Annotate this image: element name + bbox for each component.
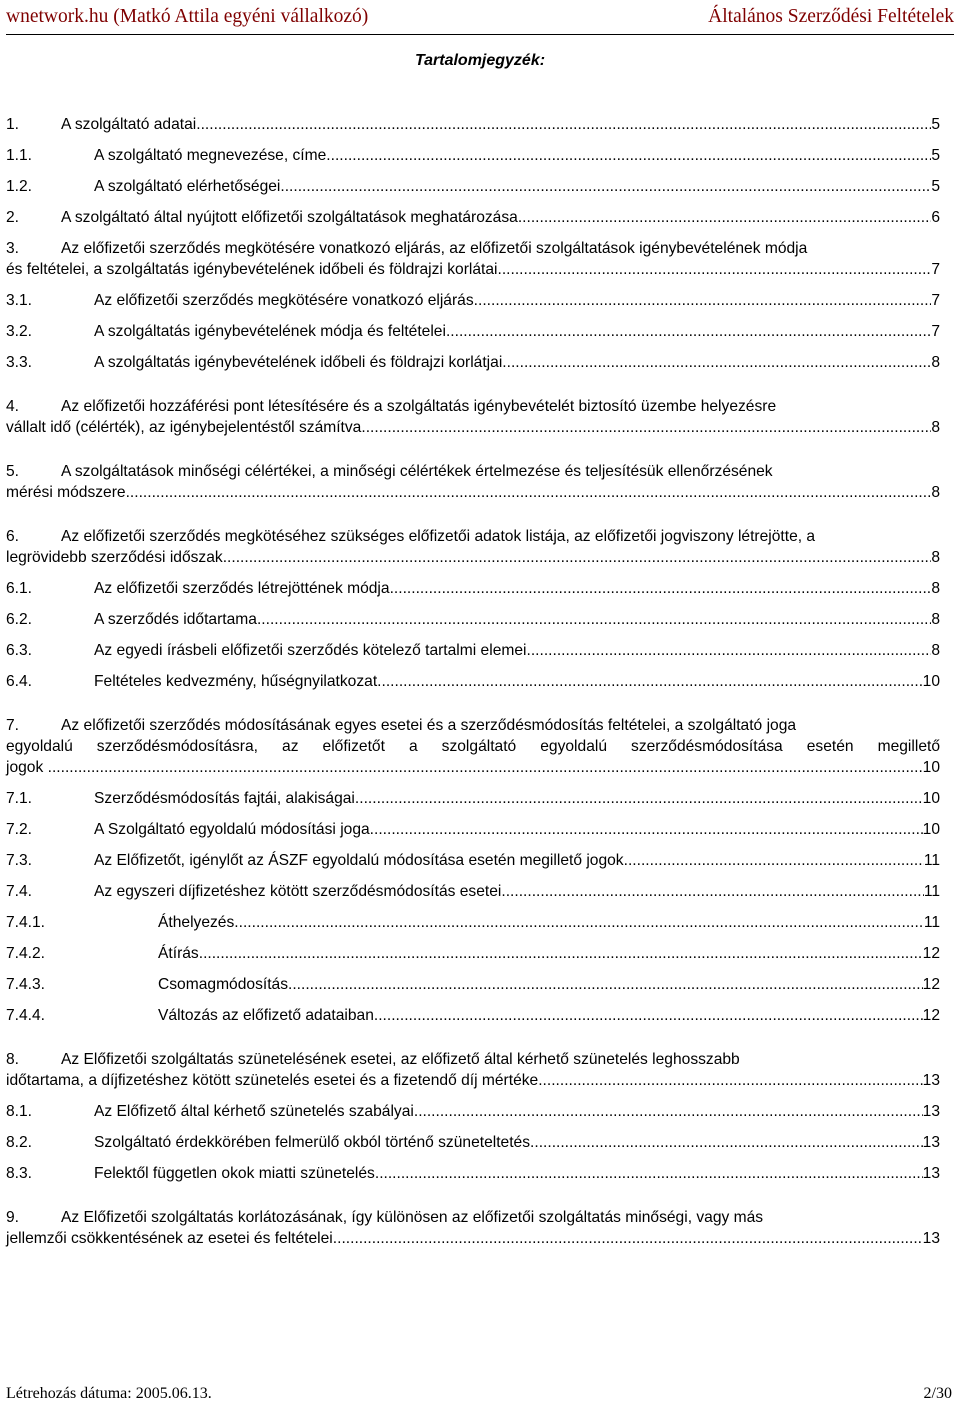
toc-entry-6-1[interactable]: 6.1. Az előfizetői szerződés létrejöttének módja. ..... 8 (6, 578, 940, 599)
toc-entry-7-3[interactable]: 7.3. Az Előfizetőt, igénylőt az ÁSZF egyoldalú módosítása esetén megillető jogok. ..... 11 (6, 850, 940, 871)
toc-entry-3-3[interactable]: 3.3. A szolgáltatás igénybevételének időbeli és földrajzi korlátjai. ..... 8 (6, 352, 940, 373)
toc-entry-6[interactable]: 6. Az előfizetői szerződés megkötéséhez szükséges előfizetői adatok listája, az előfizetői jogviszony létrejötte, a legrövidebb szerződési időszak. ..... 8 (6, 526, 940, 568)
toc-entry-7-2[interactable]: 7.2. A Szolgáltató egyoldalú módosítási joga. ..... 10 (6, 819, 940, 840)
toc-entry-1[interactable]: 1. A szolgáltató adatai. ..... 5 (6, 114, 940, 135)
toc-entry-7-4-2[interactable]: 7.4.2. Átírás. ..... 12 (6, 943, 940, 964)
toc-entry-7-4[interactable]: 7.4. Az egyszeri díjfizetéshez kötött szerződésmódosítás esetei. ..... 11 (6, 881, 940, 902)
header-company: wnetwork.hu (Matkó Attila egyéni vállalkozó) (6, 6, 369, 27)
page-header (6, 4, 954, 35)
toc-entry-2[interactable]: 2. A szolgáltató által nyújtott előfizetői szolgáltatások meghatározása. ..... 6 (6, 207, 940, 228)
toc-entry-3-1[interactable]: 3.1. Az előfizetői szerződés megkötésére vonatkozó eljárás. ..... 7 (6, 290, 940, 311)
toc-entry-6-3[interactable]: 6.3. Az egyedi írásbeli előfizetői szerződés kötelező tartalmi elemei. ..... 8 (6, 640, 940, 661)
toc-entry-7-4-3[interactable]: 7.4.3. Csomagmódosítás. ..... 12 (6, 974, 940, 995)
header-doc-title: Általános Szerződési Feltételek (708, 6, 954, 27)
toc-entry-5[interactable]: 5. A szolgáltatások minőségi célértékei, a minőségi célértékek értelmezése és teljesítésük ellenőrzésének mérési módszere. ..... 8 (6, 461, 940, 503)
toc-entry-8-2[interactable]: 8.2. Szolgáltató érdekkörében felmerülő okból történő szüneteltetés. ..... 13 (6, 1132, 940, 1153)
toc-entry-7[interactable]: 7. Az előfizetői szerződés módosításának egyes esetei és a szerződésmódosítás feltételei, a szolgáltató joga egyoldalú szerződésmódosításra, az előfizetőt a szolgáltató egyoldalú szerződésmódosítása esetén megillető jogok . ..... 10 (6, 715, 940, 778)
toc-entry-3-2[interactable]: 3.2. A szolgáltatás igénybevételének módja és feltételei. ..... 7 (6, 321, 940, 342)
toc-entry-1-1[interactable]: 1.1. A szolgáltató megnevezése, címe. ..... 5 (6, 145, 940, 166)
toc-entry-3[interactable]: 3. Az előfizetői szerződés megkötésére vonatkozó eljárás, az előfizetői szolgáltatások igénybevételének módja és feltételei, a szolgáltatás igénybevételének időbeli és földrajzi korlátai. ..... 7 (6, 238, 940, 280)
creation-date: Létrehozás dátuma: 2005.06.13. (6, 1385, 212, 1402)
toc-entry-6-2[interactable]: 6.2. A szerződés időtartama. ..... 8 (6, 609, 940, 630)
toc-heading: Tartalomjegyzék: (414, 52, 546, 69)
toc-entry-9[interactable]: 9. Az Előfizetői szolgáltatás korlátozásának, így különösen az előfizetői szolgáltatás minőségi, vagy más jellemzői csökkentésének az esetei és feltételei. ..... 13 (6, 1207, 940, 1249)
toc-entry-7-1[interactable]: 7.1. Szerződésmódosítás fajtái, alakiságai. ..... 10 (6, 788, 940, 809)
toc-entry-8-1[interactable]: 8.1. Az Előfizető által kérhető szünetelés szabályai. ..... 13 (6, 1101, 940, 1122)
toc-entry-8-3[interactable]: 8.3. Felektől független okok miatti szünetelés. ..... 13 (6, 1163, 940, 1184)
toc-entry-6-4[interactable]: 6.4. Feltételes kedvezmény, hűségnyilatkozat. ..... 10 (6, 671, 940, 692)
table-of-contents (6, 114, 940, 1259)
toc-entry-4[interactable]: 4. Az előfizetői hozzáférési pont létesítésére és a szolgáltatás igénybevételét biztosító üzembe helyezésre vállalt idő (célérték), az igénybejelentéstől számítva. ..... 8 (6, 396, 940, 438)
toc-entry-7-4-1[interactable]: 7.4.1. Áthelyezés. ..... 11 (6, 912, 940, 933)
toc-entry-8[interactable]: 8. Az Előfizetői szolgáltatás szünetelésének esetei, az előfizető által kérhető szünetelés leghosszabb időtartama, a díjfizetéshez kötött szünetelés esetei és a fizetendő díj mértéke. ..... 13 (6, 1049, 940, 1091)
toc-entry-7-4-4[interactable]: 7.4.4. Változás az előfizető adataiban. ..... 12 (6, 1005, 940, 1026)
toc-entry-1-2[interactable]: 1.2. A szolgáltató elérhetőségei. ..... 5 (6, 176, 940, 197)
page-number: 2/30 (923, 1385, 952, 1402)
